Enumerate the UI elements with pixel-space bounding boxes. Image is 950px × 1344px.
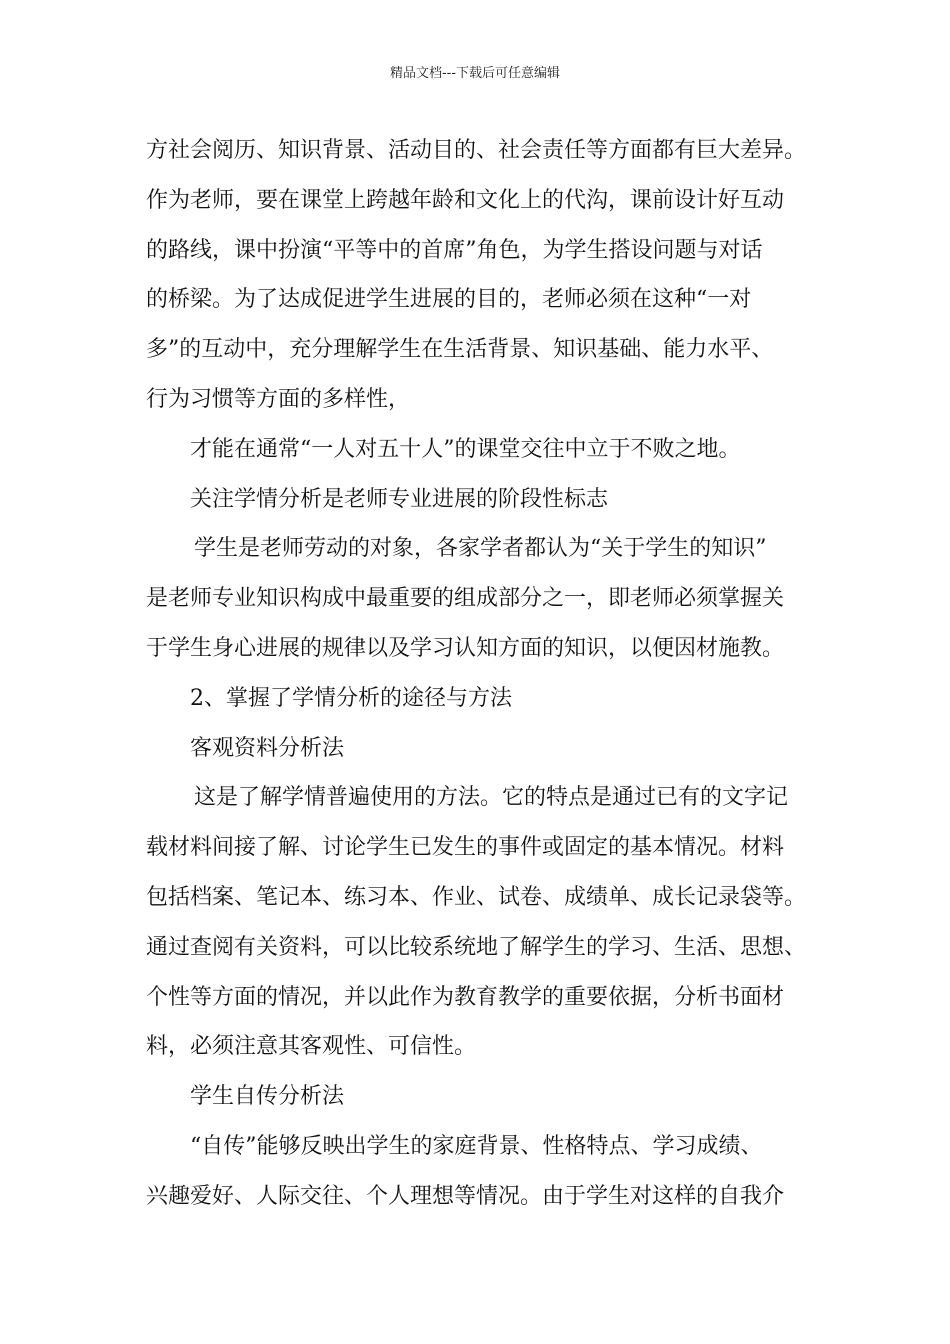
text-line: 才能在通常“一人对五十人”的课堂交往中立于不败之地。 bbox=[190, 436, 741, 462]
text-line: 行为习惯等方面的多样性， bbox=[146, 386, 411, 412]
text-line: 个性等方面的情况，并以此作为教育教学的重要依据，分析书面材 bbox=[146, 984, 785, 1010]
page-header: 精品文档---下载后可任意编辑 bbox=[389, 66, 561, 81]
text-line: 的桥梁。为了达成促进学生进展的目的，老师必须在这种“一对 bbox=[146, 287, 752, 313]
section-heading: 关注学情分析是老师专业进展的阶段性标志 bbox=[190, 486, 609, 512]
text-line: 作为老师，要在课堂上跨越年龄和文化上的代沟，课前设计好互动 bbox=[146, 187, 785, 213]
text-line: 这是了解学情普遍使用的方法。它的特点是通过已有的文字记 bbox=[194, 785, 789, 811]
text-line: 载材料间接了解、讨论学生已发生的事件或固定的基本情况。材料 bbox=[146, 835, 785, 861]
text-line: 的路线，课中扮演“平等中的首席”角色，为学生搭设问题与对话 bbox=[146, 237, 763, 263]
text-line: 学生是老师劳动的对象，各家学者都认为“关于学生的知识” bbox=[194, 536, 767, 562]
text-line: 通过查阅有关资料，可以比较系统地了解学生的学习、生活、思想、 bbox=[146, 934, 807, 960]
text-line: 兴趣爱好、人际交往、个人理想等情况。由于学生对这样的自我介 bbox=[146, 1183, 785, 1209]
text-line: “自传”能够反映出学生的家庭背景、性格特点、学习成绩、 bbox=[190, 1133, 763, 1159]
text-line: 方社会阅历、知识背景、活动目的、社会责任等方面都有巨大差异。 bbox=[146, 138, 807, 163]
subsection-heading: 学生自传分析法 bbox=[190, 1084, 345, 1110]
text-line: 是老师专业知识构成中最重要的组成部分之一，即老师必须掌握关 bbox=[146, 586, 785, 612]
document-body bbox=[146, 126, 836, 1222]
text-line: 包括档案、笔记本、练习本、作业、试卷、成绩单、成长记录袋等。 bbox=[146, 884, 807, 910]
section-heading: 2、掌握了学情分析的途径与方法 bbox=[190, 685, 512, 711]
text-line: 多”的互动中，充分理解学生在生活背景、知识基础、能力水平、 bbox=[146, 337, 774, 363]
text-line: 料，必须注意其客观性、可信性。 bbox=[146, 1034, 477, 1060]
text-line: 于学生身心进展的规律以及学习认知方面的知识，以便因材施教。 bbox=[146, 635, 785, 661]
subsection-heading: 客观资料分析法 bbox=[190, 735, 345, 761]
